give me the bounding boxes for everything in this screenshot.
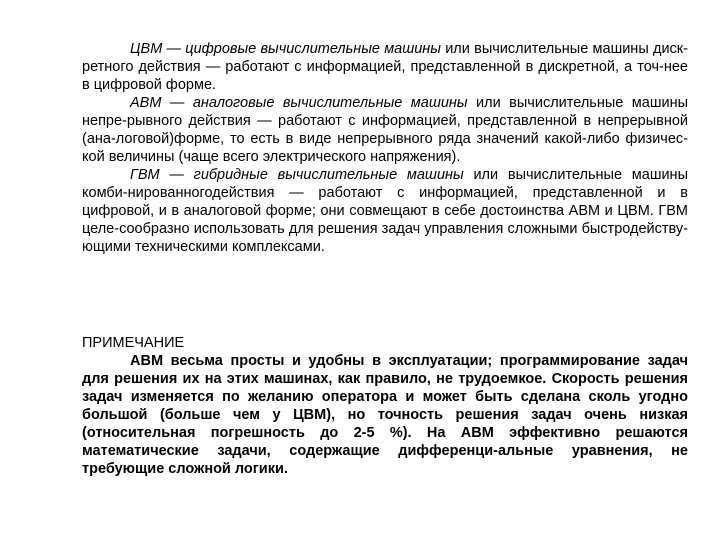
term-avm: АВМ — аналоговые вычислительные машины: [130, 95, 468, 111]
paragraph-cvm: [82, 40, 688, 94]
paragraph-gvm-text: или вычислительные машины комби-нированногодействия — работают с информацией, представленной и в цифровой, и в аналоговой форме; они совмещают в себе достоинства АВМ и ЦВМ. ГВМ целе-сообразно использовать для решения задач управления сложными быстродейству-ющими техническими комплексами.: [82, 167, 688, 255]
term-gvm: ГВМ — гибридные вычислительные машины: [130, 167, 464, 183]
paragraph-avm-text: или вычислительные машины непре-рывного действия — работают с информацией, представленной в непрерывной (ана-логовой)форме, то есть в виде непрерывного ряда значений какой-либо физичес-кой величины (чаще всего электрического напряжения).: [82, 95, 688, 165]
paragraph-cvm-text: или вычислительные машины диск-ретного действия — работают с информацией, представленной в дискретной, а точ-нее в цифровой форме.: [82, 41, 688, 93]
paragraph-gvm: [82, 166, 688, 256]
note-block: [82, 334, 688, 478]
term-cvm: ЦВМ — цифровые вычислительные машины: [130, 41, 441, 57]
note-text: АВМ весьма просты и удобны в эксплуатации; программирование задач для решения их на этих машинах, как правило, не трудоемкое. Скорость решения задач изменяется по желанию оператора и может быть сделана сколь угодно большой (больше чем у ЦВМ), но точность решения задач очень низкая (относительная погрешность до 2-5 %). На АВМ эффективно решаются математические задачи, содержащие дифференци-альные уравнения, не требующие сложной логики.: [82, 353, 688, 477]
paragraph-avm: [82, 94, 688, 166]
note-title: ПРИМЕЧАНИЕ: [82, 335, 185, 351]
main-text-block: [82, 40, 688, 256]
